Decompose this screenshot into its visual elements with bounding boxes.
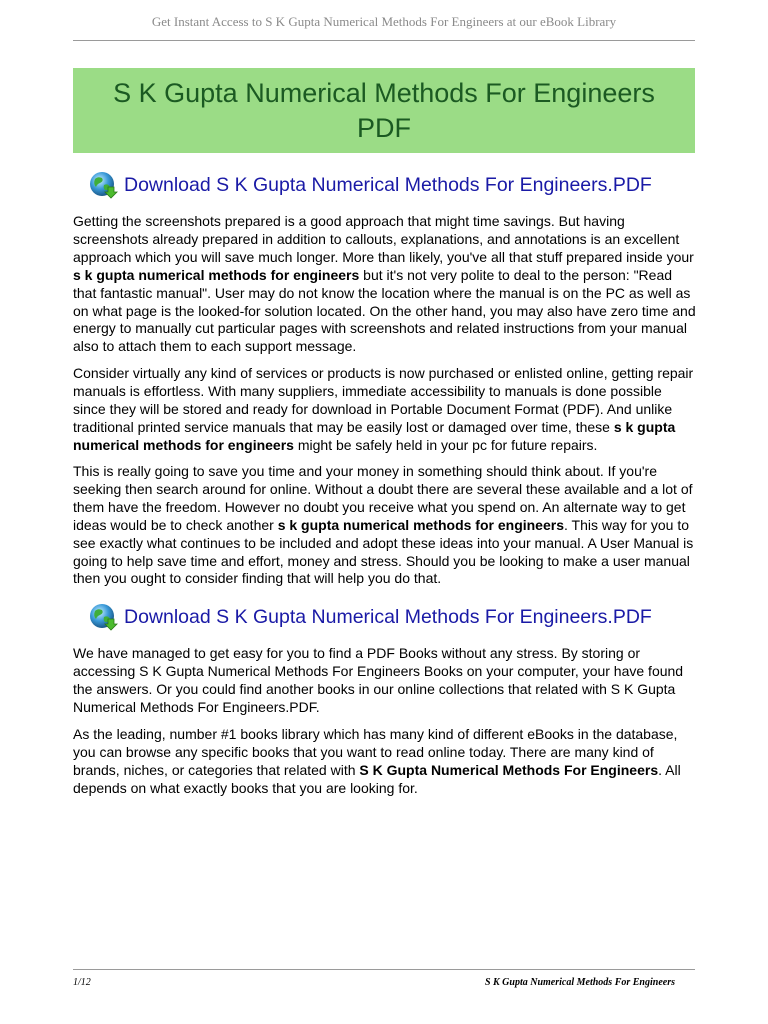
page-title: S K Gupta Numerical Methods For Engineers PDF xyxy=(113,77,655,143)
paragraph-text: but it's not very polite to deal to the person: "Read that fantastic manual". User may do not know the location where the manual is on the PC as well as on what page is the looked-for solution located. On the other hand, you may also have zero time and energy to manually cut particular pages with screenshots and related instructions from your manual also to attach them to each support message. xyxy=(73,266,696,355)
keyword-bold: s k gupta numerical methods for engineers xyxy=(73,418,676,453)
download-link-label[interactable]: Download S K Gupta Numerical Methods For Engineers.PDF xyxy=(124,605,652,628)
page-number: 1/12 xyxy=(73,977,91,988)
paragraph-5 xyxy=(73,726,698,798)
keyword-bold: S K Gupta Numerical Methods For Engineers xyxy=(359,761,659,778)
paragraph-text: As the leading, number #1 books library which has many kind of different eBooks in the database, you can browse any specific books that you want to read online today. There are many kind of brands, niches, or categories that related with xyxy=(73,726,678,778)
download-link-2[interactable] xyxy=(88,600,652,634)
paragraph-text: This is really going to save you time and your money in something should think about. If you're seeking then search around for online. Without a doubt there are several these available and a lot of them have the freedom. However no doubt you receive what you spend on. An alternate way to get ideas would be to check another xyxy=(73,463,693,533)
keyword-bold: s k gupta numerical methods for engineers xyxy=(73,266,360,283)
globe-download-icon xyxy=(88,602,118,632)
paragraph-1 xyxy=(73,213,698,356)
paragraph-text: . This way for you to see exactly what continues to be included and adopt these ideas into your manual. A User Manual is going to help save time and effort, money and stress. Should you be looking to make a user manual then you ought to consider finding that will help you do that. xyxy=(73,516,694,587)
header-divider xyxy=(73,40,695,41)
keyword-bold: s k gupta numerical methods for engineers xyxy=(277,516,564,533)
paragraph-2 xyxy=(73,365,698,455)
footer-title: S K Gupta Numerical Methods For Engineers xyxy=(484,977,675,988)
paragraph-text: Consider virtually any kind of services or products is now purchased or enlisted online, getting repair manuals is effortless. With many suppliers, immediate accessibility to manuals is done possible since they will be stored and ready for download in Portable Document Format (PDF). And unlike traditional printed service manuals that may be easily lost or damaged over time, these xyxy=(73,365,694,435)
footer-divider xyxy=(73,969,695,970)
paragraph-4: We have managed to get easy for you to find a PDF Books without any stress. By storing or accessing S K Gupta Numerical Methods For Engineers Books on your computer, your have found the answers. Or you could find another books in our online collections that related with S K Gupta Numerical Methods For Engineers.PDF. xyxy=(73,645,684,715)
paragraph-text: might be safely held in your pc for future repairs. xyxy=(293,436,598,453)
paragraph-text: Getting the screenshots prepared is a good approach that might time savings. But having screenshots already prepared in addition to callouts, explanations, and annotations is an excellent approach which you will save much longer. More than likely, you've all that stuff prepared inside your xyxy=(73,213,694,265)
paragraph-3 xyxy=(73,463,698,588)
header-banner: Get Instant Access to S K Gupta Numerical Methods For Engineers at our eBook Library xyxy=(151,14,617,29)
download-link-label[interactable]: Download S K Gupta Numerical Methods For Engineers.PDF xyxy=(124,173,652,196)
globe-download-icon xyxy=(88,170,118,200)
download-link-1[interactable] xyxy=(88,168,652,202)
title-banner xyxy=(73,68,695,153)
paragraph-text: . All depends on what exactly books that you are looking for. xyxy=(73,761,681,796)
